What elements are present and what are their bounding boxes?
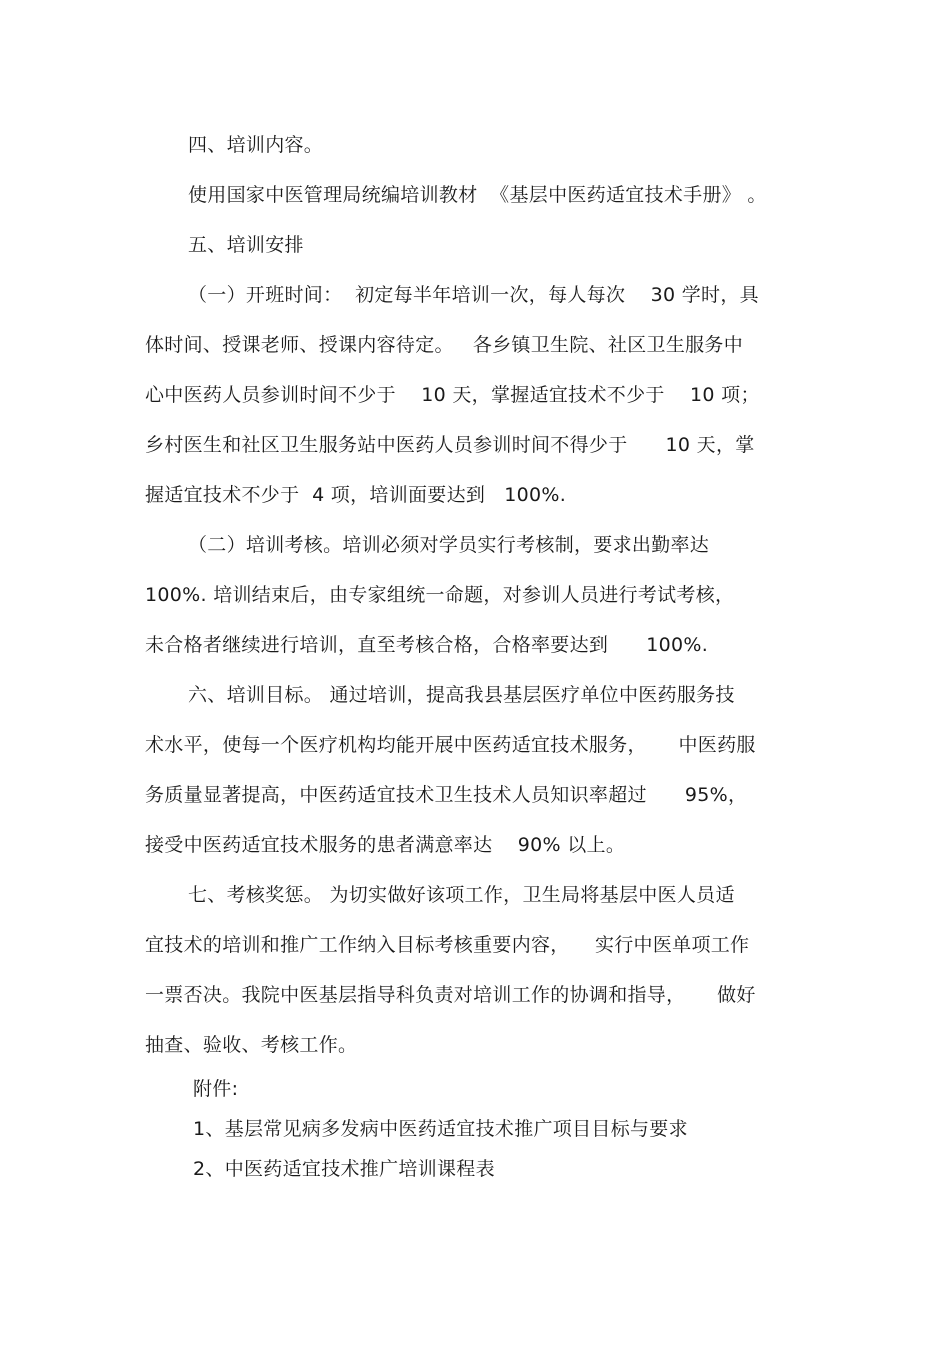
paragraph-line: 宜技术的培训和推广工作纳入目标考核重要内容， 实行中医单项工作 (145, 934, 750, 956)
paragraph-line: 务质量显著提高，中医药适宜技术卫生技术人员知识率超过 95%， (145, 784, 748, 806)
attachments-heading: 附件: (193, 1078, 239, 1100)
paragraph-line: 使用国家中医管理局统编培训教材 《基层中医药适宜技术手册》 。 (188, 184, 767, 206)
section-heading-6: 六、培训目标。 通过培训，提高我县基层医疗单位中医药服务技 (188, 684, 735, 706)
paragraph-line: 抽查、验收、考核工作。 (145, 1034, 358, 1056)
paragraph-line: （一）开班时间： 初定每半年培训一次，每人每次 30 学时，具 (188, 284, 759, 306)
paragraph-line: 100%. 培训结束后，由专家组统一命题，对参训人员进行考试考核， (145, 584, 735, 606)
paragraph-line: 未合格者继续进行培训，直至考核合格，合格率要达到 100%. (145, 634, 709, 656)
section-heading-4: 四、培训内容。 (188, 134, 324, 156)
paragraph-line: 握适宜技术不少于 4 项，培训面要达到 100%. (145, 484, 567, 506)
paragraph-line: 接受中医药适宜技术服务的患者满意率达 90% 以上。 (145, 834, 626, 856)
paragraph-line: 乡村医生和社区卫生服务站中医药人员参训时间不得少于 10 天，掌 (145, 434, 755, 456)
attachment-item: 2、中医药适宜技术推广培训课程表 (193, 1158, 495, 1180)
paragraph-line: 术水平，使每一个医疗机构均能开展中医药适宜技术服务， 中医药服 (145, 734, 756, 756)
section-heading-7: 七、考核奖惩。 为切实做好该项工作，卫生局将基层中医人员适 (188, 884, 735, 906)
paragraph-line: 心中医药人员参训时间不少于 10 天，掌握适宜技术不少于 10 项； (145, 384, 760, 406)
paragraph-line: 体时间、授课老师、授课内容待定。 各乡镇卫生院、社区卫生服务中 (145, 334, 744, 356)
attachment-item: 1、基层常见病多发病中医药适宜技术推广项目目标与要求 (193, 1118, 688, 1140)
paragraph-line: 一票否决。我院中医基层指导科负责对培训工作的协调和指导， 做好 (145, 984, 756, 1006)
section-heading-5: 五、培训安排 (188, 234, 304, 256)
paragraph-line: （二）培训考核。培训必须对学员实行考核制，要求出勤率达 (188, 534, 710, 556)
